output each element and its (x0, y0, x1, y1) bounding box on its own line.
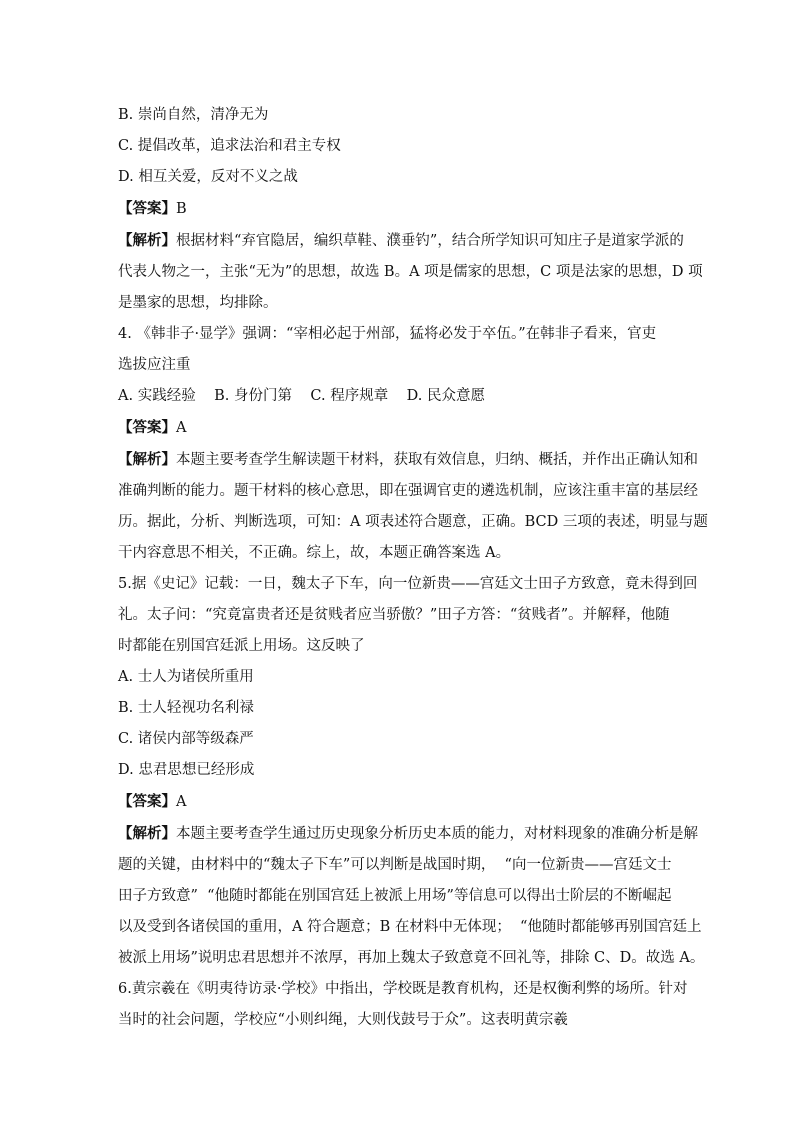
q4-options: A. 实践经验 B. 身份门第 C. 程序规章 D. 民众意愿 (118, 388, 485, 404)
q6-stem-line: 当时的社会问题，学校应“小则纠绳，大则伐鼓号于众”。这表明黄宗羲 (118, 1012, 568, 1028)
q3-option-c: C. 提倡改革，追求法治和君主专权 (118, 138, 341, 154)
q3-option-d: D. 相互关爱，反对不义之战 (118, 169, 298, 185)
answer-label: 【答案】 (118, 793, 176, 810)
q4-analysis-line (118, 444, 698, 476)
q4-stem-line: 选拔应注重 (118, 357, 191, 373)
q5-option-c: C. 诸侯内部等级森严 (118, 731, 254, 747)
q5-analysis-line: 田子方致意” “他随时都能在别国宫廷上被派上用场”等信息可以得出士阶层的不断崛起 (118, 888, 672, 904)
analysis-label: 【解析】 (118, 232, 176, 249)
q5-stem-line: 5.据《史记》记载：一日，魏太子下车，向一位新贵——宫廷文士田子方致意，竟未得到回 (118, 576, 698, 592)
q4-analysis-line: 准确判断的能力。题干材料的核心意思，即在强调官吏的遴选机制，应该注重丰富的基层经 (118, 483, 698, 499)
q5-stem-line: 时都能在别国宫廷派上用场。这反映了 (118, 638, 365, 654)
answer-value: A (176, 420, 187, 436)
answer-value: B (176, 201, 187, 217)
q5-option-b: B. 士人轻视功名利禄 (118, 700, 254, 716)
answer-label: 【答案】 (118, 200, 176, 217)
q3-option-b: B. 崇尚自然，清净无为 (118, 107, 269, 123)
analysis-label: 【解析】 (118, 825, 176, 842)
q5-stem-line: 礼。太子问：“究竟富贵者还是贫贱者应当骄傲？”田子方答：“贫贱者”。并解释，他随 (118, 607, 670, 623)
q5-analysis-line (118, 818, 698, 850)
q3-answer (118, 193, 684, 225)
q3-analysis-line: 代表人物之一，主张“无为”的思想，故选 B。A 项是儒家的思想，C 项是法家的思想，D 项 (118, 264, 703, 280)
q3-analysis-line (118, 225, 684, 257)
q3-analysis-line: 是墨家的思想，均排除。 (118, 295, 278, 311)
q5-option-a: A. 士人为诸侯所重用 (118, 669, 254, 685)
q4-stem-line: 4. 《韩非子·显学》强调：“宰相必起于州部，猛将必发于卒伍。”在韩非子看来，官吏 (118, 326, 657, 342)
q5-analysis-line: 被派上用场”说明忠君思想并不浓厚，再加上魏太子致意竟不回礼等，排除 C、D。故选 A。 (118, 950, 705, 966)
answer-value: A (176, 794, 187, 810)
q4-analysis-line: 历。据此，分析、判断选项，可知：A 项表述符合题意，正确。BCD 三项的表述，明显与题 (118, 514, 708, 530)
q5-answer (118, 786, 684, 818)
q5-analysis-line: 以及受到各诸侯国的重用，A 符合题意；B 在材料中无体现； “他随时都能够再别国宫廷上 (118, 919, 702, 935)
answer-label: 【答案】 (118, 419, 176, 436)
analysis-text: 本题主要考查学生通过历史现象分析历史本质的能力，对材料现象的准确分析是解 (176, 826, 698, 842)
q4-analysis-line: 干内容意思不相关，不正确。综上，故，本题正确答案选 A。 (118, 545, 511, 561)
analysis-text: 根据材料“弃官隐居，编织草鞋、濮垂钓”，结合所学知识可知庄子是道家学派的 (176, 233, 684, 249)
q5-option-d: D. 忠君思想已经形成 (118, 762, 255, 778)
q4-answer (118, 412, 684, 444)
q6-stem-line: 6.黄宗羲在《明夷待访录·学校》中指出，学校既是教育机构，还是权衡利弊的场所。针对 (118, 981, 688, 997)
analysis-label: 【解析】 (118, 451, 176, 468)
q5-analysis-line: 题的关键，由材料中的“魏太子下车”可以判断是战国时期， “向一位新贵——宫廷文士 (118, 857, 672, 873)
analysis-text: 本题主要考查学生解读题干材料，获取有效信息，归纳、概括，并作出正确认知和 (176, 452, 698, 468)
